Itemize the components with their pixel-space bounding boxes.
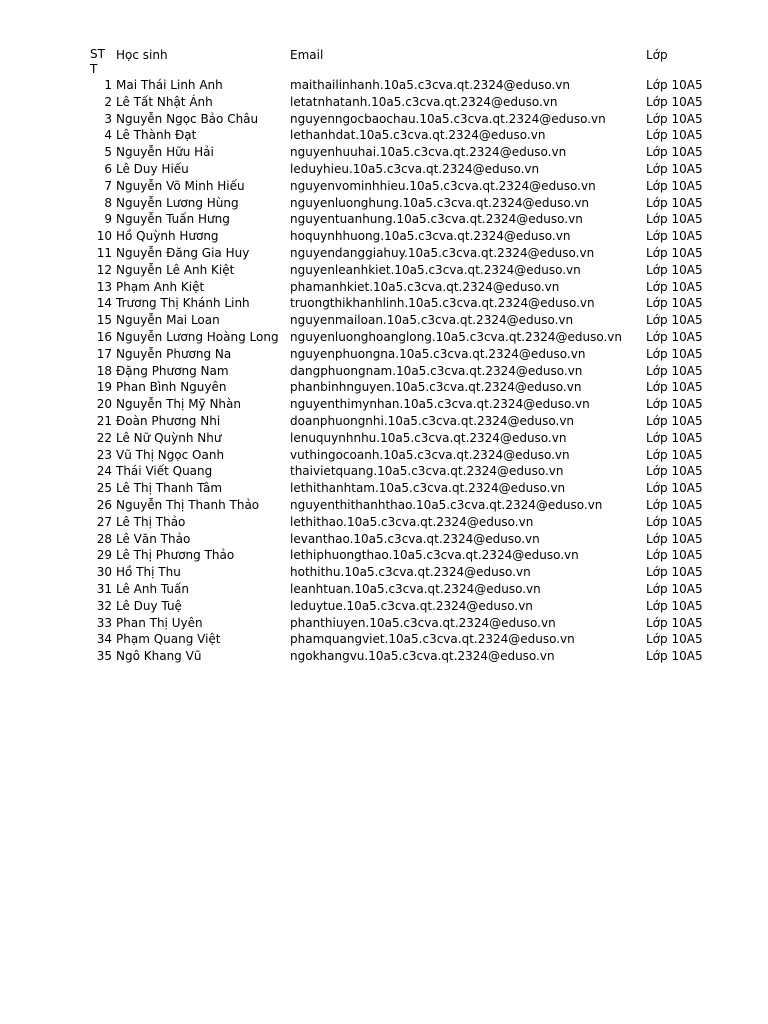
- row-email: lethithao.10a5.c3cva.qt.2324@eduso.vn: [290, 514, 534, 529]
- row-email: nguyenluonghung.10a5.c3cva.qt.2324@eduso.vn: [290, 195, 590, 210]
- row-email: nguyenhuuhai.10a5.c3cva.qt.2324@eduso.vn: [290, 145, 567, 160]
- row-email: dangphuongnam.10a5.c3cva.qt.2324@eduso.vn: [290, 363, 583, 378]
- row-class: Lớp 10A5: [646, 329, 703, 344]
- table-row: [90, 94, 710, 111]
- row-student-name: Trương Thị Khánh Linh: [116, 296, 250, 311]
- row-student-name: Nguyễn Phương Na: [116, 346, 232, 361]
- row-email: lethithanhtam.10a5.c3cva.qt.2324@eduso.vn: [290, 481, 566, 496]
- header-student: Học sinh: [116, 48, 168, 62]
- row-class: Lớp 10A5: [646, 78, 703, 92]
- row-class: Lớp 10A5: [646, 229, 703, 244]
- row-class: Lớp 10A5: [646, 497, 703, 512]
- table-row: [90, 127, 710, 144]
- table-row: [90, 245, 710, 262]
- row-email: maithailinhanh.10a5.c3cva.qt.2324@eduso.vn: [290, 78, 570, 92]
- row-stt: 25: [96, 481, 112, 496]
- row-stt: 3: [104, 111, 112, 126]
- table-row: [90, 363, 710, 380]
- row-class: Lớp 10A5: [646, 161, 703, 176]
- row-class: Lớp 10A5: [646, 128, 703, 143]
- row-email: vuthingocoanh.10a5.c3cva.qt.2324@eduso.vn: [290, 447, 570, 462]
- row-email: lethiphuongthao.10a5.c3cva.qt.2324@eduso.vn: [290, 548, 579, 563]
- row-email: ngokhangvu.10a5.c3cva.qt.2324@eduso.vn: [290, 649, 555, 664]
- row-stt: 29: [96, 548, 112, 563]
- row-class: Lớp 10A5: [646, 195, 703, 210]
- row-class: Lớp 10A5: [646, 649, 703, 664]
- row-email: phamanhkiet.10a5.c3cva.qt.2324@eduso.vn: [290, 279, 560, 294]
- row-student-name: Nguyễn Thị Mỹ Nhàn: [116, 397, 241, 412]
- row-email: doanphuongnhi.10a5.c3cva.qt.2324@eduso.vn: [290, 413, 575, 428]
- table-row: [90, 312, 710, 329]
- row-stt: 34: [96, 632, 112, 647]
- table-row: [90, 161, 710, 178]
- row-class: Lớp 10A5: [646, 279, 703, 294]
- row-student-name: Lê Thị Thảo: [116, 514, 186, 529]
- row-stt: 21: [96, 413, 112, 428]
- row-stt: 24: [96, 464, 112, 479]
- row-stt: 10: [96, 229, 112, 244]
- row-student-name: Nguyễn Lương Hùng: [116, 195, 239, 210]
- row-student-name: Lê Nữ Quỳnh Như: [116, 430, 222, 445]
- table-row: [90, 447, 710, 464]
- row-email: truongthikhanhlinh.10a5.c3cva.qt.2324@eduso.vn: [290, 296, 595, 311]
- row-email: nguyenphuongna.10a5.c3cva.qt.2324@eduso.vn: [290, 346, 586, 361]
- row-email: nguyenthimynhan.10a5.c3cva.qt.2324@eduso.vn: [290, 397, 590, 412]
- row-email: nguyenleanhkiet.10a5.c3cva.qt.2324@eduso.vn: [290, 262, 581, 277]
- table-row: [90, 329, 710, 346]
- table-row: [90, 631, 710, 648]
- table-row: [90, 178, 710, 195]
- row-class: Lớp 10A5: [646, 615, 703, 630]
- row-student-name: Đặng Phương Nam: [116, 363, 229, 378]
- table-row: [90, 514, 710, 531]
- row-student-name: Lê Thị Thanh Tâm: [116, 481, 223, 496]
- row-stt: 26: [96, 497, 112, 512]
- row-stt: 9: [104, 212, 112, 227]
- row-email: leduyhieu.10a5.c3cva.qt.2324@eduso.vn: [290, 161, 540, 176]
- row-stt: 31: [96, 581, 112, 596]
- row-student-name: Nguyễn Tuấn Hưng: [116, 212, 230, 227]
- row-stt: 7: [104, 178, 112, 193]
- row-student-name: Hồ Thị Thu: [116, 565, 181, 580]
- row-student-name: Mai Thái Linh Anh: [116, 78, 223, 92]
- table-row: [90, 346, 710, 363]
- row-email: lethanhdat.10a5.c3cva.qt.2324@eduso.vn: [290, 128, 546, 143]
- row-class: Lớp 10A5: [646, 380, 703, 395]
- row-stt: 17: [96, 346, 112, 361]
- row-stt: 20: [96, 397, 112, 412]
- row-class: Lớp 10A5: [646, 111, 703, 126]
- table-row: [90, 531, 710, 548]
- table-row: [90, 598, 710, 615]
- row-student-name: Lê Thị Phương Thảo: [116, 548, 235, 563]
- row-stt: 14: [96, 296, 112, 311]
- row-email: levanthao.10a5.c3cva.qt.2324@eduso.vn: [290, 531, 540, 546]
- row-class: Lớp 10A5: [646, 145, 703, 160]
- row-stt: 13: [96, 279, 112, 294]
- table-row: [90, 413, 710, 430]
- row-email: phanthiuyen.10a5.c3cva.qt.2324@eduso.vn: [290, 615, 556, 630]
- row-email: nguyenluonghoanglong.10a5.c3cva.qt.2324@eduso.vn: [290, 329, 623, 344]
- row-stt: 18: [96, 363, 112, 378]
- row-stt: 8: [104, 195, 112, 210]
- table-row: [90, 430, 710, 447]
- table-row: [90, 228, 710, 245]
- table-body: [90, 77, 710, 665]
- row-stt: 23: [96, 447, 112, 462]
- table-row: [90, 295, 710, 312]
- row-student-name: Nguyễn Lương Hoàng Long: [116, 329, 279, 344]
- row-stt: 11: [96, 245, 112, 260]
- table-row: [90, 77, 710, 94]
- row-class: Lớp 10A5: [646, 565, 703, 580]
- row-class: Lớp 10A5: [646, 598, 703, 613]
- row-stt: 22: [96, 430, 112, 445]
- row-stt: 35: [96, 649, 112, 664]
- table-row: [90, 144, 710, 161]
- row-student-name: Thái Viết Quang: [116, 464, 213, 479]
- row-email: leduytue.10a5.c3cva.qt.2324@eduso.vn: [290, 598, 533, 613]
- row-stt: 15: [96, 313, 112, 328]
- row-student-name: Đoàn Phương Nhi: [116, 413, 221, 428]
- row-stt: 27: [96, 514, 112, 529]
- table-row: [90, 480, 710, 497]
- row-email: nguyenthithanhthao.10a5.c3cva.qt.2324@eduso.vn: [290, 497, 603, 512]
- row-student-name: Nguyễn Hữu Hải: [116, 145, 214, 160]
- row-stt: 16: [96, 329, 112, 344]
- table-row: [90, 497, 710, 514]
- row-student-name: Phạm Anh Kiệt: [116, 279, 205, 294]
- row-student-name: Hồ Quỳnh Hương: [116, 229, 219, 244]
- row-email: hothithu.10a5.c3cva.qt.2324@eduso.vn: [290, 565, 531, 580]
- row-email: thaivietquang.10a5.c3cva.qt.2324@eduso.vn: [290, 464, 564, 479]
- row-student-name: Nguyễn Thị Thanh Thảo: [116, 497, 260, 512]
- row-class: Lớp 10A5: [646, 262, 703, 277]
- row-stt: 19: [96, 380, 112, 395]
- table-row: [90, 463, 710, 480]
- table-row: [90, 279, 710, 296]
- row-email: phanbinhnguyen.10a5.c3cva.qt.2324@eduso.vn: [290, 380, 582, 395]
- row-student-name: Lê Anh Tuấn: [116, 581, 189, 596]
- row-student-name: Lê Văn Thảo: [116, 531, 191, 546]
- row-email: nguyenngocbaochau.10a5.c3cva.qt.2324@eduso.vn: [290, 111, 606, 126]
- table-row: [90, 648, 710, 665]
- row-class: Lớp 10A5: [646, 447, 703, 462]
- table-header: [90, 47, 710, 77]
- row-class: Lớp 10A5: [646, 413, 703, 428]
- row-stt: 33: [96, 615, 112, 630]
- row-email: letatnhatanh.10a5.c3cva.qt.2324@eduso.vn: [290, 94, 558, 109]
- row-student-name: Nguyễn Mai Loan: [116, 313, 220, 328]
- table-row: [90, 564, 710, 581]
- row-stt: 28: [96, 531, 112, 546]
- row-email: lenuquynhnhu.10a5.c3cva.qt.2324@eduso.vn: [290, 430, 567, 445]
- row-student-name: Ngô Khang Vũ: [116, 649, 202, 664]
- row-student-name: Phan Bình Nguyên: [116, 380, 227, 395]
- row-class: Lớp 10A5: [646, 514, 703, 529]
- row-class: Lớp 10A5: [646, 548, 703, 563]
- row-email: nguyenvominhhieu.10a5.c3cva.qt.2324@eduso.vn: [290, 178, 596, 193]
- header-class: Lớp: [646, 48, 668, 62]
- row-class: Lớp 10A5: [646, 313, 703, 328]
- row-class: Lớp 10A5: [646, 212, 703, 227]
- header-stt: STT: [90, 47, 105, 76]
- row-stt: 5: [104, 145, 112, 160]
- row-stt: 2: [104, 94, 112, 109]
- row-student-name: Lê Duy Tuệ: [116, 598, 182, 613]
- row-class: Lớp 10A5: [646, 581, 703, 596]
- row-class: Lớp 10A5: [646, 94, 703, 109]
- row-class: Lớp 10A5: [646, 464, 703, 479]
- table-row: [90, 262, 710, 279]
- row-student-name: Lê Duy Hiếu: [116, 161, 189, 176]
- row-class: Lớp 10A5: [646, 531, 703, 546]
- row-class: Lớp 10A5: [646, 430, 703, 445]
- row-class: Lớp 10A5: [646, 245, 703, 260]
- row-student-name: Lê Tất Nhật Ánh: [116, 94, 213, 109]
- row-class: Lớp 10A5: [646, 178, 703, 193]
- row-stt: 32: [96, 598, 112, 613]
- table-row: [90, 211, 710, 228]
- row-student-name: Nguyễn Lê Anh Kiệt: [116, 262, 235, 277]
- row-student-name: Nguyễn Đăng Gia Huy: [116, 245, 250, 260]
- table-row: [90, 111, 710, 128]
- table-row: [90, 615, 710, 632]
- row-email: phamquangviet.10a5.c3cva.qt.2324@eduso.vn: [290, 632, 575, 647]
- table-row: [90, 396, 710, 413]
- row-class: Lớp 10A5: [646, 481, 703, 496]
- row-email: nguyenmailoan.10a5.c3cva.qt.2324@eduso.vn: [290, 313, 574, 328]
- student-table: [90, 47, 710, 665]
- row-email: leanhtuan.10a5.c3cva.qt.2324@eduso.vn: [290, 581, 541, 596]
- row-class: Lớp 10A5: [646, 363, 703, 378]
- row-student-name: Nguyễn Võ Minh Hiếu: [116, 178, 245, 193]
- row-student-name: Nguyễn Ngọc Bảo Châu: [116, 111, 259, 126]
- row-stt: 6: [104, 161, 112, 176]
- row-email: nguyendanggiahuy.10a5.c3cva.qt.2324@eduso.vn: [290, 245, 595, 260]
- row-email: hoquynhhuong.10a5.c3cva.qt.2324@eduso.vn: [290, 229, 571, 244]
- row-stt: 12: [96, 262, 112, 277]
- row-student-name: Phan Thị Uyên: [116, 615, 203, 630]
- row-stt: 30: [96, 565, 112, 580]
- row-class: Lớp 10A5: [646, 296, 703, 311]
- row-student-name: Lê Thành Đạt: [116, 128, 197, 143]
- row-student-name: Phạm Quang Việt: [116, 632, 221, 647]
- table-row: [90, 547, 710, 564]
- table-row: [90, 195, 710, 212]
- table-row: [90, 379, 710, 396]
- header-email: Email: [290, 48, 324, 62]
- row-class: Lớp 10A5: [646, 346, 703, 361]
- row-class: Lớp 10A5: [646, 632, 703, 647]
- row-email: nguyentuanhung.10a5.c3cva.qt.2324@eduso.vn: [290, 212, 583, 227]
- row-stt: 1: [104, 78, 112, 92]
- table-row: [90, 581, 710, 598]
- row-stt: 4: [104, 128, 112, 143]
- row-student-name: Vũ Thị Ngọc Oanh: [116, 447, 225, 462]
- row-class: Lớp 10A5: [646, 397, 703, 412]
